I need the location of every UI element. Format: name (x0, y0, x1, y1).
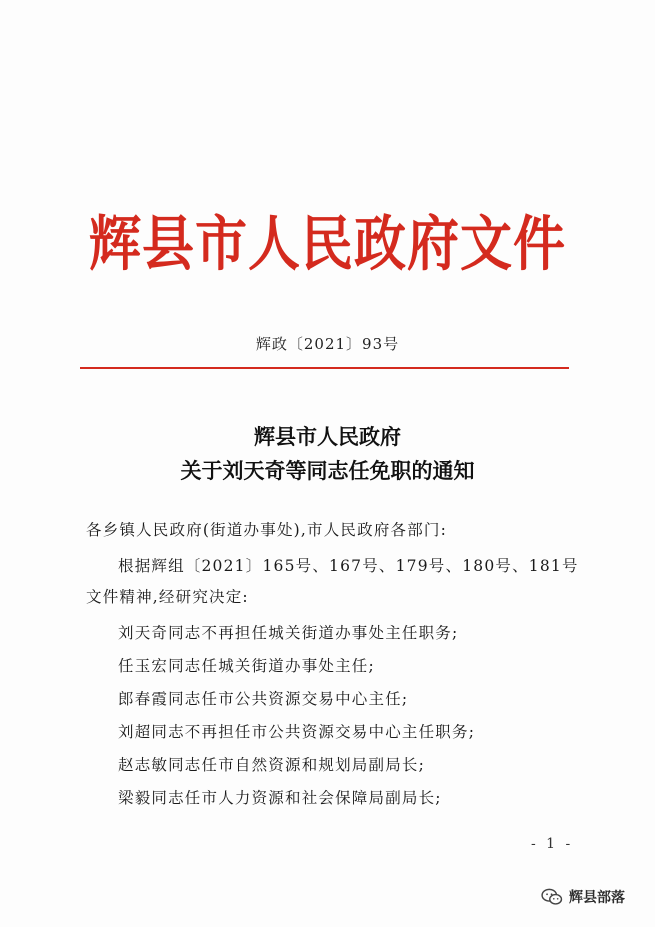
notice-title-line2: 关于刘天奇等同志任免职的通知 (180, 458, 475, 483)
decision-item: 郎春霞同志任市公共资源交易中心主任; (118, 690, 409, 708)
watermark (541, 887, 625, 907)
wechat-icon (541, 888, 563, 906)
red-divider (80, 367, 569, 369)
decision-item: 赵志敏同志任市自然资源和规划局副局长; (118, 756, 426, 774)
notice-title-line1: 辉县市人民政府 (254, 424, 401, 449)
basis-line-2: 文件精神,经研究决定: (86, 588, 249, 606)
decision-item: 刘天奇同志不再担任城关街道办事处主任职务; (118, 624, 459, 642)
page-number: - 1 - (531, 836, 574, 852)
salutation: 各乡镇人民政府(街道办事处),市人民政府各部门: (86, 521, 448, 539)
document-header-title: 辉县市人民政府文件 (88, 209, 566, 280)
decision-item: 梁毅同志任市人力资源和社会保障局副局长; (118, 789, 442, 807)
document-number: 辉政〔2021〕93号 (255, 335, 400, 353)
watermark-text: 辉县部落 (569, 890, 625, 906)
decision-item: 任玉宏同志任城关街道办事处主任; (118, 657, 375, 675)
decision-item: 刘超同志不再担任市公共资源交易中心主任职务; (118, 723, 476, 741)
basis-line-1: 根据辉组〔2021〕165号、167号、179号、180号、181号 (118, 557, 579, 575)
